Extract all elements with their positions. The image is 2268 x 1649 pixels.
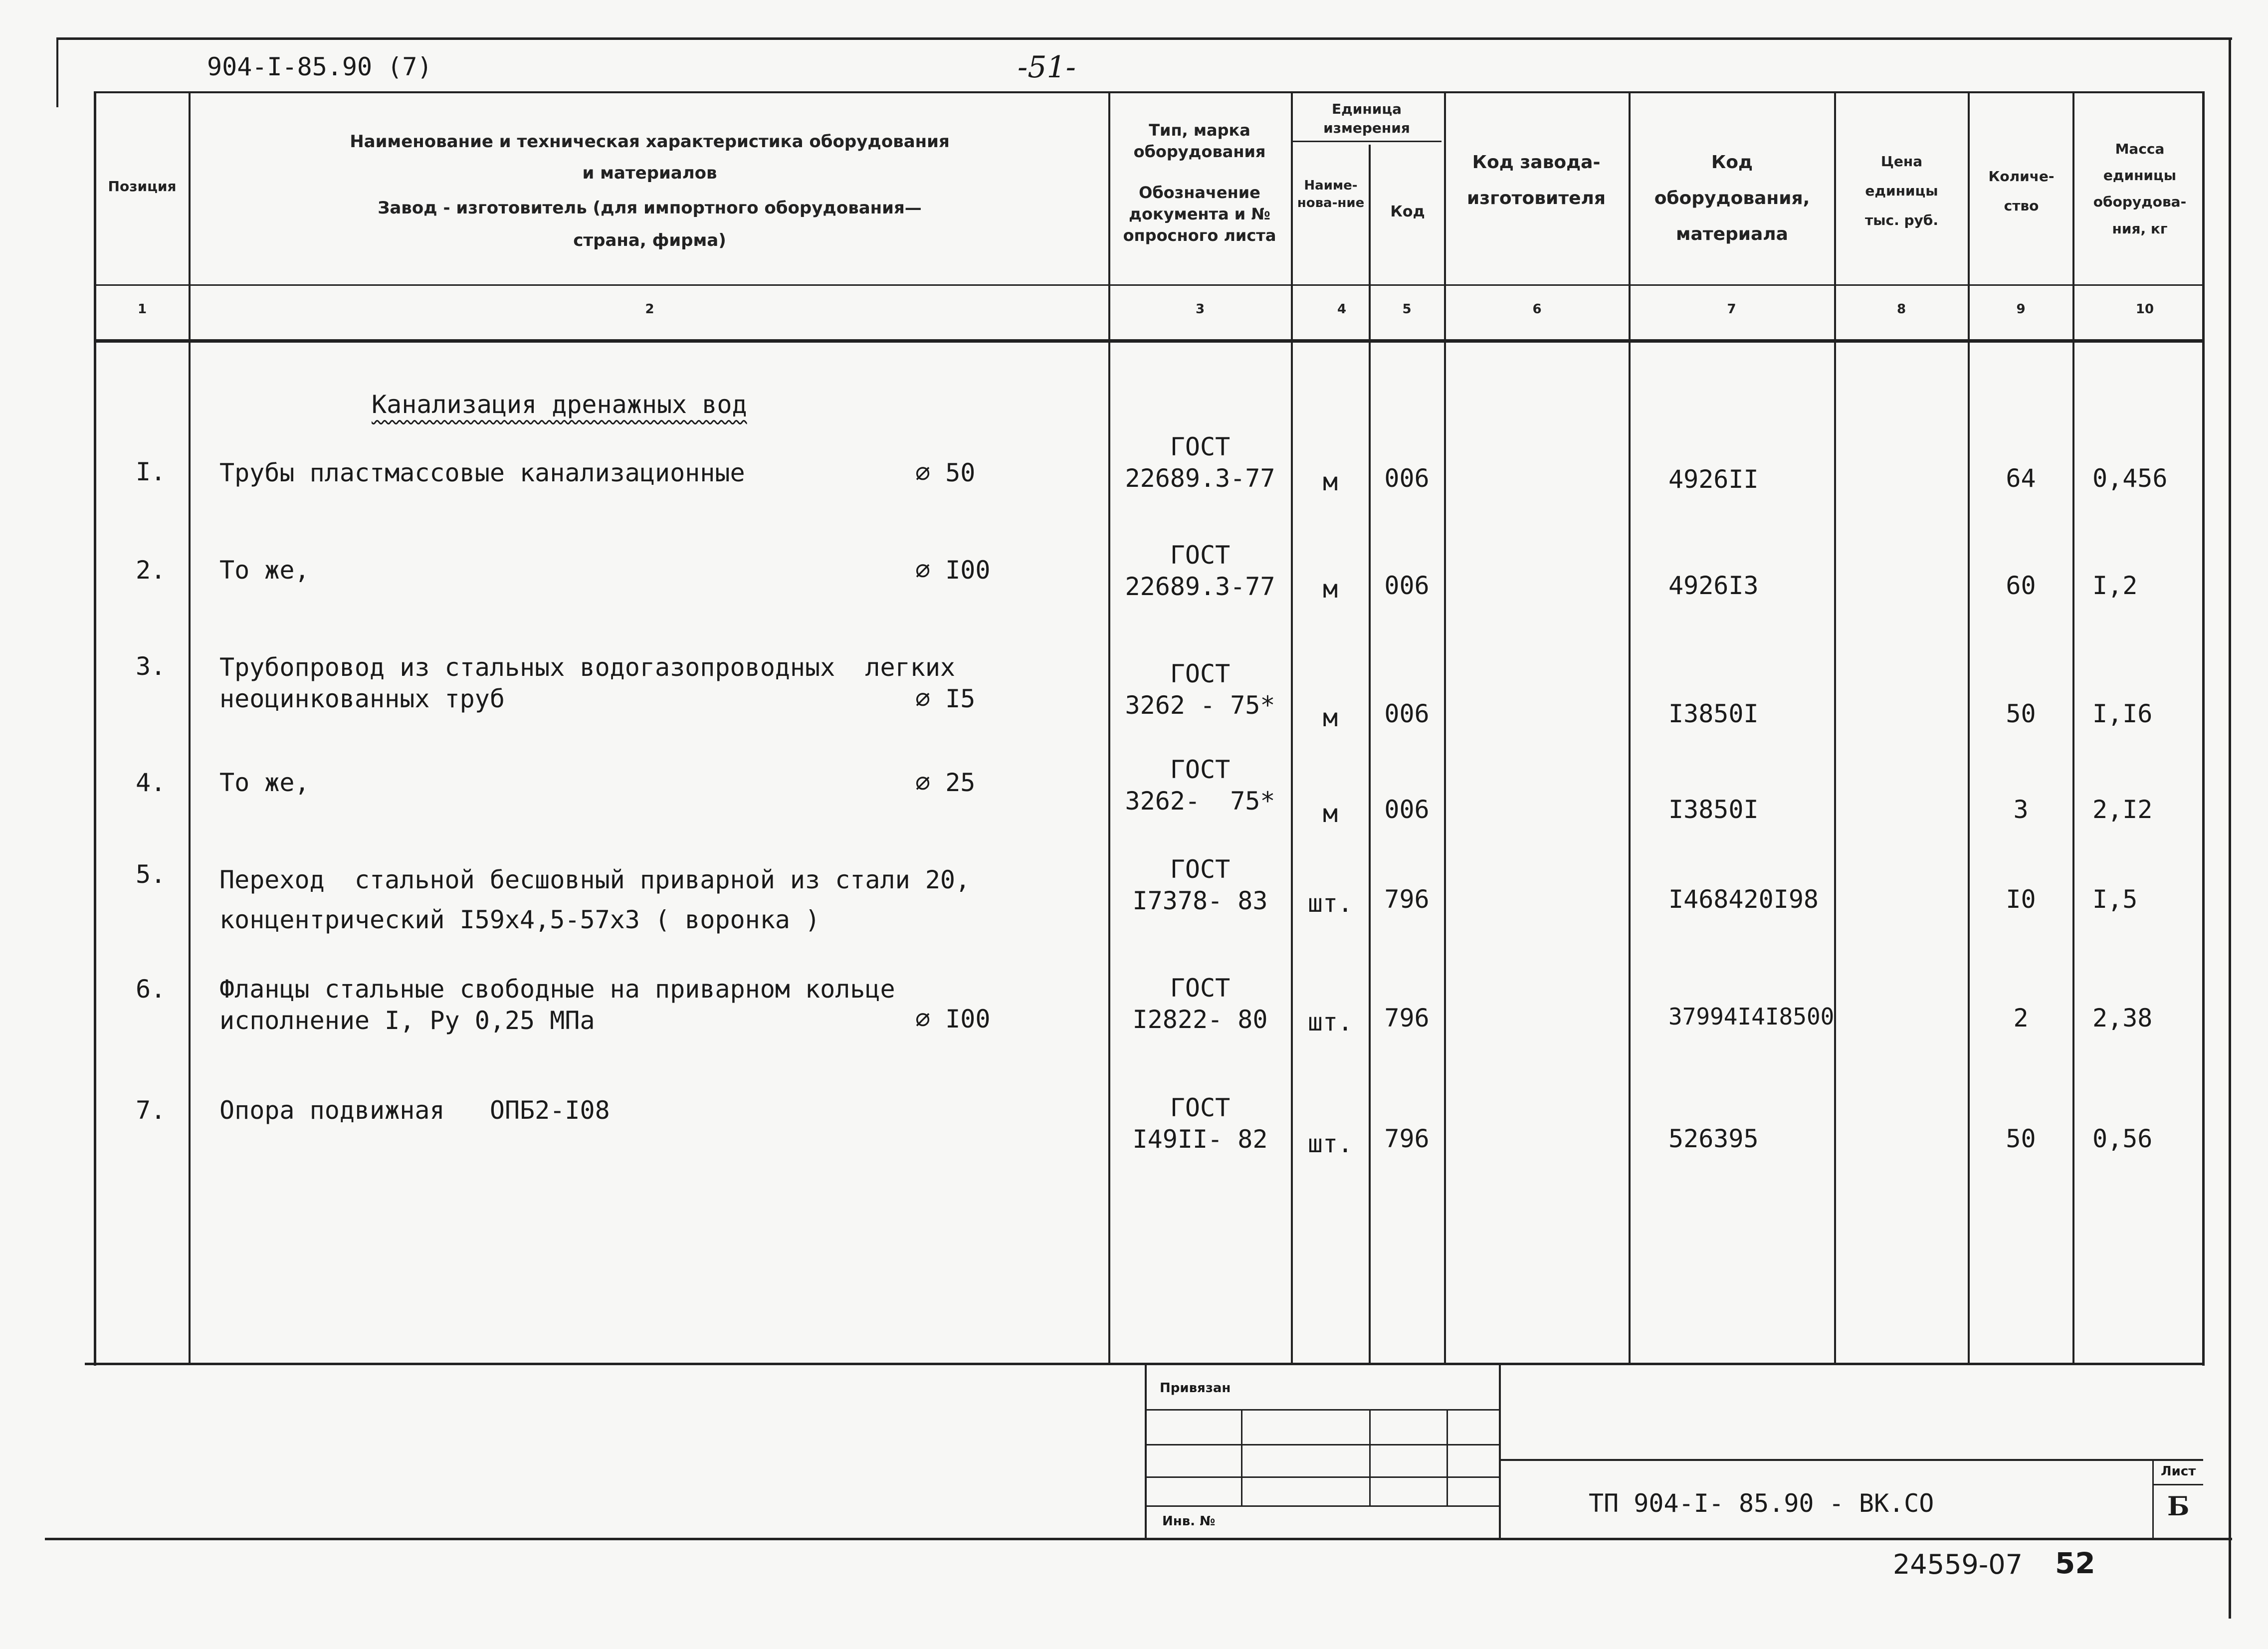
row-mass: I,5 [2092, 885, 2138, 914]
row-mass: 0,456 [2092, 464, 2168, 493]
row-unit-code: 796 [1384, 885, 1430, 914]
row-document: ГОСТ I7378- 83 [1132, 855, 1268, 915]
row-mass: 2,38 [2092, 1004, 2153, 1032]
row-quantity: 2 [2013, 1004, 2029, 1032]
row-document: ГОСТ 22689.3-77 [1125, 432, 1275, 493]
row-material-code: I3850I [1668, 699, 1759, 728]
stamp-grid-3 [1446, 1409, 1448, 1506]
row-material-code: I3850I [1668, 795, 1759, 824]
header-price: Цена единицы тыс. руб. [1864, 153, 1938, 228]
col-line-2 [1108, 91, 1110, 1363]
col-line-1 [189, 91, 191, 1363]
header-unit-code: Код [1390, 203, 1425, 220]
row-unit: м [1322, 575, 1338, 604]
table-top [95, 91, 2205, 93]
row-name: Трубы пластмассовые канализационные [219, 458, 745, 487]
header-mass: Масса единицы оборудова-ния, кг [2093, 141, 2187, 237]
row-unit-code: 006 [1384, 571, 1430, 600]
row-unit: шт. [1307, 889, 1353, 918]
colnum-8: 8 [1896, 302, 1906, 317]
table-left [94, 91, 96, 1366]
row-name: Фланцы стальные свободные на приварном кольце исполнение I, Ру 0,25 МПа [219, 975, 895, 1035]
row-quantity: 50 [2006, 699, 2036, 728]
row-mass: 0,56 [2092, 1124, 2153, 1153]
header-factory-code: Код завода-изготовителя [1466, 152, 1606, 208]
frame-right [2229, 37, 2231, 1619]
table-right [2202, 91, 2205, 1366]
row-material-code: I468420I98 [1668, 885, 1819, 914]
row-unit: м [1322, 467, 1338, 496]
row-diameter: ∅ 25 [915, 768, 976, 797]
stamp-grid-2 [1369, 1409, 1371, 1506]
row-document: ГОСТ 22689.3-77 [1125, 541, 1275, 601]
row-position: 2. [136, 556, 166, 585]
row-unit-code: 006 [1384, 699, 1430, 728]
colnum-4: 4 [1337, 302, 1347, 317]
stamp-line-2 [1146, 1444, 1499, 1445]
header-unit-group: Единица измерения [1323, 101, 1410, 136]
row-name: Опора подвижная ОПБ2-I08 [219, 1096, 610, 1125]
header-quantity: Количе-ство [1988, 168, 2055, 214]
footer-page: 52 [2055, 1546, 2095, 1580]
row-mass: I,2 [2092, 571, 2138, 600]
row-document: ГОСТ I2822- 80 [1132, 974, 1268, 1034]
stamp-privyazan: Привязан [1160, 1381, 1231, 1396]
header-sep-1 [95, 284, 2205, 286]
col-line-4 [1369, 145, 1371, 1363]
colnum-3: 3 [1195, 302, 1205, 317]
colnum-1: 1 [137, 302, 147, 317]
stamp-line-1 [1146, 1409, 1499, 1411]
page-ref: 904-I-85.90 (7) [207, 52, 432, 81]
row-name: Переход стальной бесшовный приварной из стали 20, концентрический I59x4,5-57x3 ( воронка ) [219, 865, 971, 934]
row-unit: шт. [1307, 1008, 1353, 1036]
stamp-line-3 [1146, 1476, 1499, 1478]
row-document: ГОСТ 3262 - 75* [1125, 659, 1275, 720]
row-name: Трубопровод из стальных водогазопроводных легких неоцинкованных труб [219, 653, 956, 713]
row-name: То же, [219, 556, 310, 585]
header-name-line4: страна, фирма) [573, 230, 726, 250]
colnum-2: 2 [645, 302, 654, 317]
frame-bottom [45, 1538, 2232, 1540]
page-number: -51- [1018, 50, 1076, 85]
unit-group-sep [1292, 141, 1442, 142]
row-diameter: ∅ 50 [915, 458, 976, 487]
row-mass: 2,I2 [2092, 795, 2153, 824]
row-material-code: 526395 [1668, 1124, 1759, 1153]
row-mass: I,I6 [2092, 699, 2153, 728]
row-diameter: ∅ I00 [915, 1005, 991, 1033]
header-unit-name: Наиме-нова-ние [1297, 178, 1365, 211]
header-name-line2: и материалов [582, 163, 717, 183]
row-unit: м [1322, 799, 1338, 828]
sheet-label: Лист [2161, 1464, 2196, 1479]
row-unit: шт. [1307, 1129, 1353, 1158]
col-line-9 [2072, 91, 2074, 1363]
row-position: 4. [136, 768, 166, 797]
row-material-code: 37994I4I8500 [1668, 1003, 1835, 1030]
row-diameter: ∅ I5 [915, 684, 976, 713]
frame-top [57, 37, 2232, 40]
stamp-line-4 [1146, 1505, 1499, 1507]
section-title: Канализация дренажных вод [372, 390, 747, 419]
footer-number: 24559-07 [1893, 1549, 2023, 1580]
colnum-7: 7 [1727, 302, 1736, 317]
row-position: 3. [136, 652, 166, 681]
row-quantity: 50 [2006, 1124, 2036, 1153]
doc-code: ТП 904-I- 85.90 - ВК.СО [1589, 1489, 1934, 1518]
header-name-line3: Завод - изготовитель (для импортного оборудования— [378, 198, 922, 218]
row-material-code: 4926II [1668, 465, 1759, 494]
col-line-6 [1629, 91, 1631, 1363]
row-name: То же, [219, 768, 310, 797]
row-document: ГОСТ 3262- 75* [1125, 755, 1275, 816]
row-unit-code: 006 [1384, 795, 1430, 824]
row-quantity: 64 [2006, 464, 2036, 493]
row-document: ГОСТ I49II- 82 [1132, 1093, 1268, 1154]
row-material-code: 4926I3 [1668, 571, 1759, 600]
row-unit: м [1322, 703, 1338, 732]
sheet-value: Б [2167, 1491, 2190, 1522]
header-sep-2 [95, 339, 2205, 343]
row-quantity: 60 [2006, 571, 2036, 600]
colnum-9: 9 [2016, 302, 2026, 317]
sheet-box-sep [2153, 1484, 2203, 1485]
colnum-5: 5 [1402, 302, 1412, 317]
header-position: Позиция [108, 178, 177, 195]
row-unit-code: 796 [1384, 1004, 1430, 1032]
col-line-5 [1444, 91, 1446, 1363]
row-unit-code: 796 [1384, 1124, 1430, 1153]
sheet-box-left [2152, 1459, 2154, 1539]
header-name-line1: Наименование и техническая характеристика оборудования [350, 132, 950, 152]
stamp-left [1145, 1363, 1147, 1539]
row-diameter: ∅ I00 [915, 556, 991, 585]
row-position: 7. [136, 1096, 166, 1125]
row-unit-code: 006 [1384, 464, 1430, 493]
row-quantity: I0 [2006, 885, 2036, 914]
stamp-mid [1499, 1363, 1501, 1539]
row-position: 5. [136, 860, 166, 889]
frame-left [56, 37, 58, 107]
header-material-code: Код оборудования, материала [1654, 152, 1810, 244]
row-position: 6. [136, 975, 166, 1004]
stamp-grid-1 [1241, 1409, 1242, 1506]
header-type: Тип, марка оборудования [1133, 121, 1266, 162]
colnum-10: 10 [2135, 302, 2154, 317]
stamp-inv: Инв. № [1162, 1514, 1216, 1529]
col-line-7 [1834, 91, 1836, 1363]
header-doc: Обозначение документа и № опросного листа [1123, 183, 1276, 245]
title-block-top [1500, 1459, 2203, 1461]
row-quantity: 3 [2013, 795, 2029, 824]
row-position: I. [136, 457, 166, 486]
colnum-6: 6 [1532, 302, 1542, 317]
